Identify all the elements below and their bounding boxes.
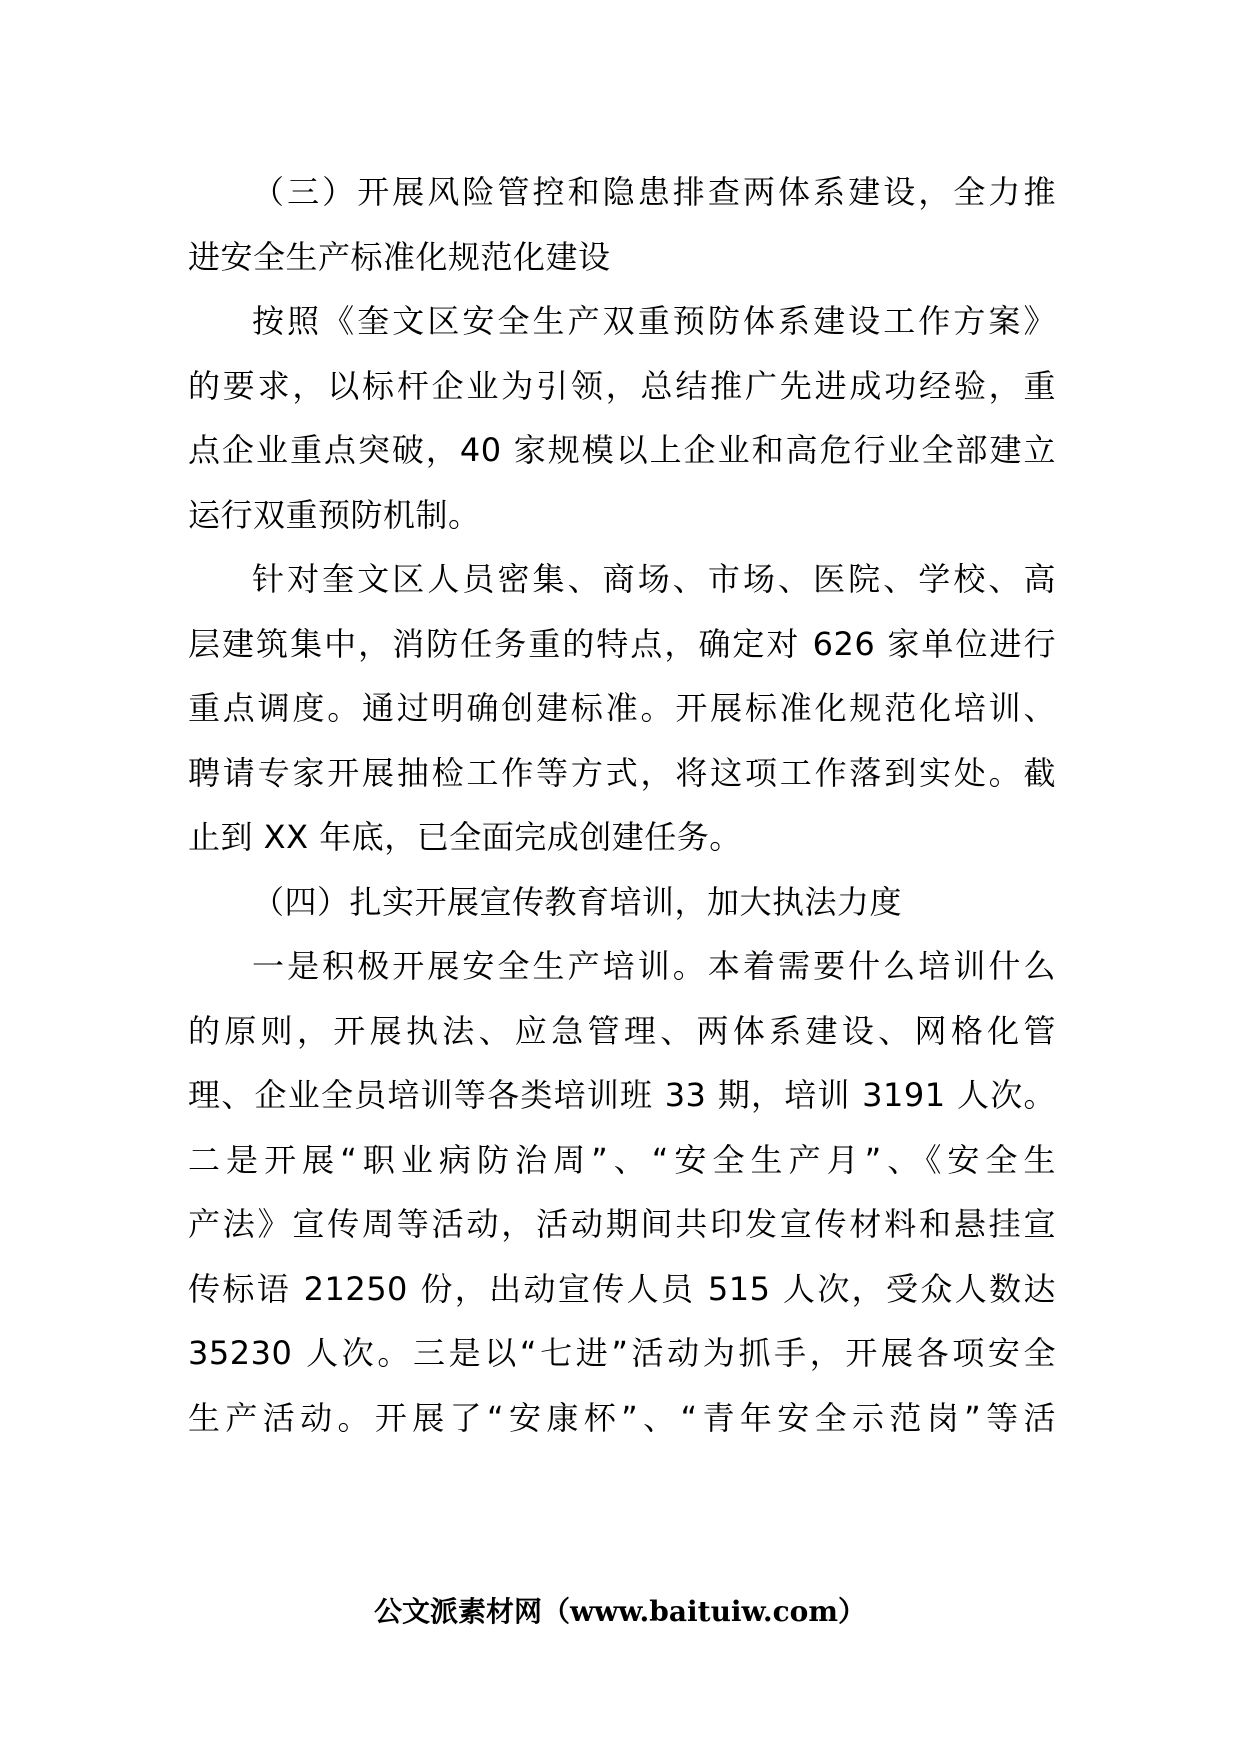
text-line: 点企业重点突破，40 家规模以上企业和高危行业全部建立	[188, 431, 1056, 469]
document-body	[188, 160, 1056, 1450]
text-line: 生产活动。开展了“安康杯”、“青年安全示范岗”等活	[188, 1398, 1056, 1437]
text-line: （三）开展风险管控和隐患排查两体系建设，全力推	[252, 173, 1056, 211]
text-line: 止到 XX 年底，已全面完成创建任务。	[188, 818, 742, 856]
text-line: （四）扎实开展宣传教育培训，加大执法力度	[252, 882, 903, 921]
text-line: 按照《奎文区安全生产双重预防体系建设工作方案》	[252, 302, 1056, 340]
text-line: 产法》宣传周等活动，活动期间共印发宣传材料和悬挂宣	[188, 1205, 1056, 1243]
text-line: 理、企业全员培训等各类培训班 33 期，培训 3191 人次。	[188, 1076, 1056, 1114]
text-line: 针对奎文区人员密集、商场、市场、医院、学校、高	[252, 560, 1056, 598]
text-line: 一是积极开展安全生产培训。本着需要什么培训什么	[252, 947, 1056, 985]
paragraph	[188, 934, 1056, 1450]
text-line: 的要求，以标杆企业为引领，总结推广先进成功经验，重	[188, 366, 1056, 405]
section-heading-3	[188, 160, 1056, 289]
section-heading-4	[188, 870, 1056, 935]
text-line: 的原则，开展执法、应急管理、两体系建设、网格化管	[188, 1011, 1056, 1050]
text-line: 聘请专家开展抽检工作等方式，将这项工作落到实处。截	[188, 753, 1056, 792]
text-line: 35230 人次。三是以“七进”活动为抓手，开展各项安全	[188, 1334, 1056, 1372]
text-line: 二是开展“职业病防治周”、“安全生产月”、《安全生	[188, 1140, 1056, 1179]
paragraph	[188, 289, 1056, 547]
text-line: 进安全生产标准化规范化建设	[188, 237, 611, 276]
paragraph	[188, 547, 1056, 870]
footer-source-text: 公文派素材网（www.baituiw.com）	[374, 1595, 866, 1628]
text-line: 传标语 21250 份，出动宣传人员 515 人次，受众人数达	[188, 1269, 1056, 1308]
text-line: 运行双重预防机制。	[188, 495, 481, 534]
text-line: 重点调度。通过明确创建标准。开展标准化规范化培训、	[188, 689, 1056, 727]
text-line: 层建筑集中，消防任务重的特点，确定对 626 家单位进行	[188, 624, 1056, 663]
